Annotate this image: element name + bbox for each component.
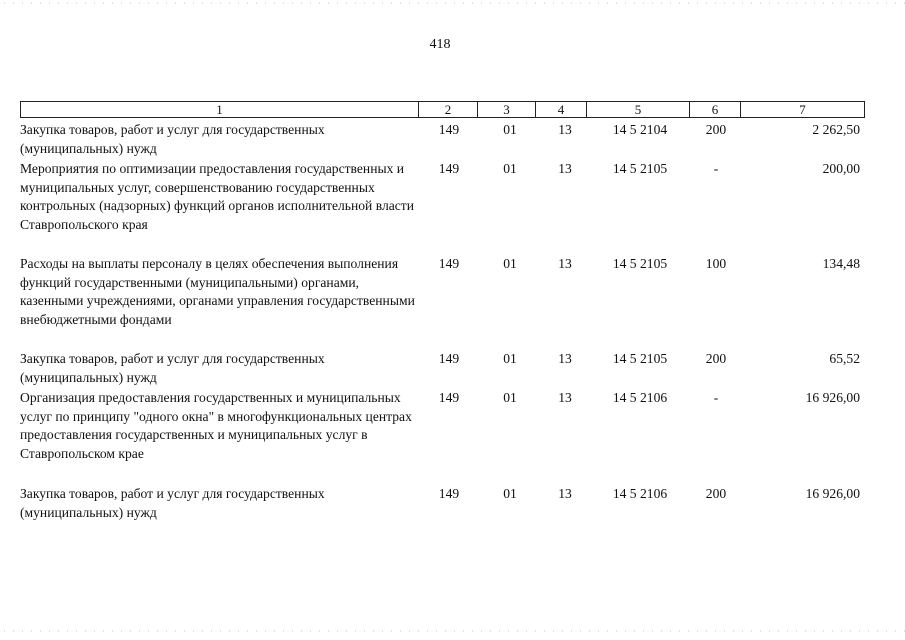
page-number: 418 [429,37,451,52]
row-name: Закупка товаров, работ и услуг для государственных (муниципальных) нужд [20,122,325,156]
row-col-5: 14 5 2105 [612,161,668,176]
row-col-6: 200 [705,351,727,366]
row-col-3: 01 [503,122,517,137]
row-col-5: 14 5 2104 [612,122,668,137]
row-col-3: 01 [503,256,517,271]
row-col-2: 149 [438,161,460,176]
header-col-2: 2 [418,102,477,117]
row-col-5: 14 5 2105 [612,256,668,271]
row-col-4: 13 [558,351,572,366]
row-col-2: 149 [438,122,460,137]
row-col-2: 149 [438,256,460,271]
row-col-6: - [713,161,719,176]
row-name: Закупка товаров, работ и услуг для государственных (муниципальных) нужд [20,486,325,520]
row-col-6: - [713,390,719,405]
table-header [20,101,865,118]
row-name: Мероприятия по оптимизации предоставления государственных и муниципальных услуг, совершенствованию государственных контрольных (надзорных) функций органов исполнительной власти Ставропольского края [20,161,415,232]
row-col-4: 13 [558,256,572,271]
row-col-4: 13 [558,486,572,501]
row-col-2: 149 [438,390,460,405]
header-col-3: 3 [477,102,535,117]
row-col-5: 14 5 2106 [612,390,668,405]
row-col-6: 200 [705,486,727,501]
scan-edge-top [0,2,905,4]
header-col-4: 4 [535,102,586,117]
row-col-7: 200,00 [822,161,860,176]
row-col-7: 2 262,50 [812,122,860,137]
row-col-3: 01 [503,161,517,176]
row-col-4: 13 [558,161,572,176]
row-col-5: 14 5 2106 [612,486,668,501]
row-col-7: 134,48 [822,256,860,271]
row-col-2: 149 [438,351,460,366]
header-col-5: 5 [586,102,689,117]
row-col-7: 65,52 [829,351,860,366]
header-col-6: 6 [689,102,740,117]
row-col-6: 100 [705,256,727,271]
row-col-6: 200 [705,122,727,137]
row-col-3: 01 [503,486,517,501]
row-col-7: 16 926,00 [805,390,860,405]
row-col-2: 149 [438,486,460,501]
row-col-5: 14 5 2105 [612,351,668,366]
row-name: Организация предоставления государственных и муниципальных услуг по принципу "одного окна" в многофункциональных центрах предоставления государственных и муниципальных услуг в Ставропольском крае [20,390,412,461]
row-name: Закупка товаров, работ и услуг для государственных (муниципальных) нужд [20,351,325,385]
scan-edge-bottom [0,630,905,632]
row-col-3: 01 [503,351,517,366]
row-col-4: 13 [558,390,572,405]
header-col-1: 1 [216,102,223,117]
row-col-3: 01 [503,390,517,405]
row-col-4: 13 [558,122,572,137]
header-col-7: 7 [740,102,864,117]
row-col-7: 16 926,00 [805,486,860,501]
row-name: Расходы на выплаты персоналу в целях обеспечения выполнения функций государственными (муниципальными) органами, казенными учреждениями, органами управления государственными внебюджетными фондами [20,256,415,327]
